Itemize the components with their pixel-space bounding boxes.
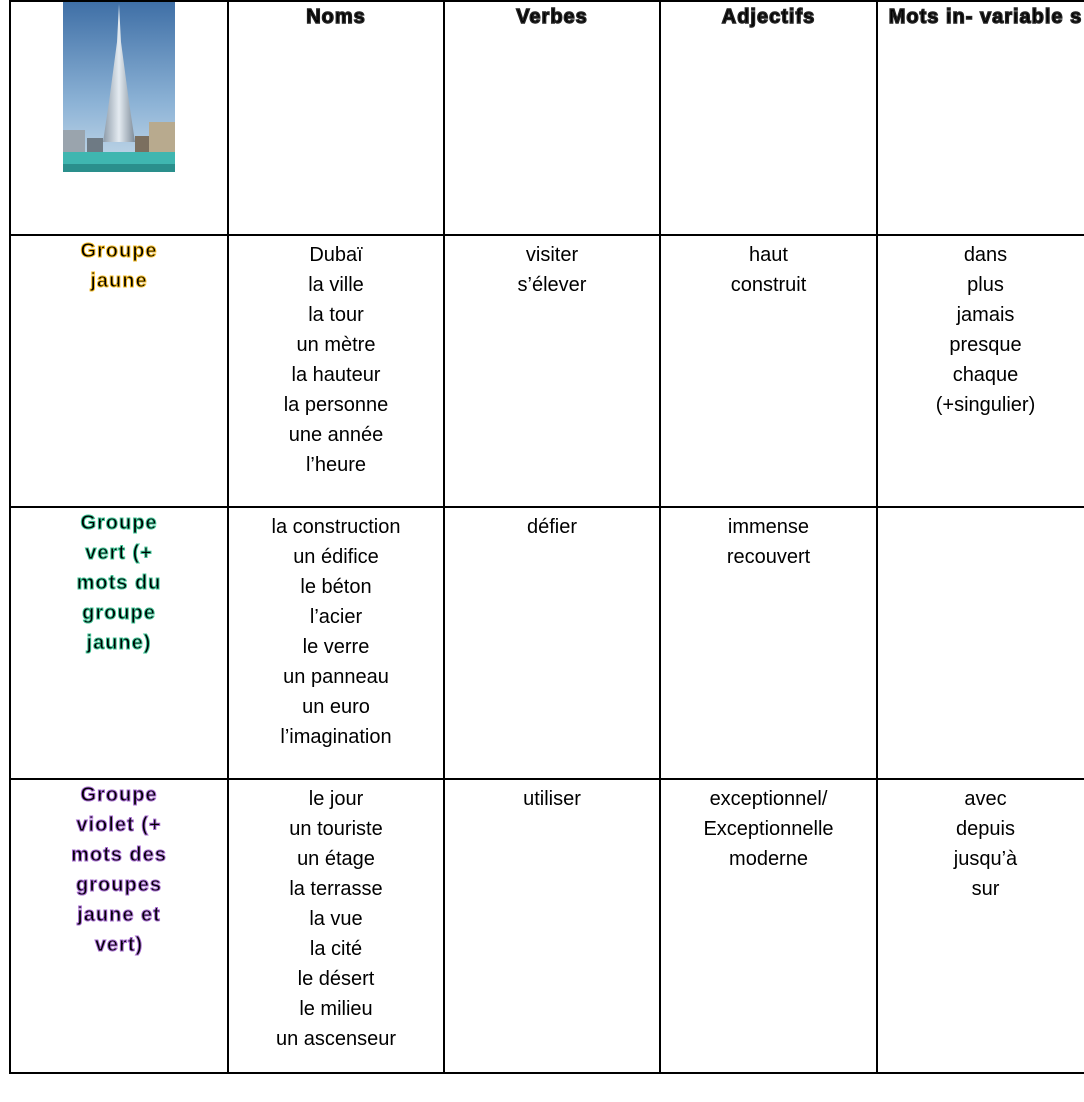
word-entry: la personne — [283, 394, 389, 416]
word-entry: Exceptionnelle — [703, 818, 834, 840]
word-entry: la construction — [271, 516, 401, 538]
cell-adjectifs — [660, 779, 877, 1073]
column-header-verbes: Verbes — [444, 1, 660, 235]
cell-invariables — [877, 235, 1084, 507]
word-entry: la ville — [308, 274, 364, 296]
word-entry: défier — [526, 516, 578, 538]
cell-noms — [228, 507, 444, 779]
word-entry: presque — [949, 334, 1022, 356]
word-entry: une année — [288, 424, 384, 446]
vocabulary-table — [9, 0, 1084, 1074]
group-label-line: jaune) — [86, 632, 152, 654]
word-entry: l’acier — [309, 606, 363, 628]
group-label-line: groupe — [82, 602, 156, 624]
cell-verbes — [444, 779, 660, 1073]
word-entry: l’heure — [305, 454, 367, 476]
group-label-line: mots des — [71, 844, 167, 866]
word-entry: jusqu’à — [953, 848, 1018, 870]
group-label-line: groupes — [76, 874, 162, 896]
word-entry: un édifice — [293, 546, 379, 568]
word-entry: l’imagination — [280, 726, 392, 748]
word-entry: depuis — [956, 818, 1015, 840]
header-line: s — [1070, 6, 1083, 28]
word-entry: Dubaï — [309, 244, 363, 266]
word-entry: la terrasse — [289, 878, 383, 900]
word-entry: exceptionnel/ — [709, 788, 828, 810]
word-entry: dans — [963, 244, 1008, 266]
word-entry: le verre — [302, 636, 370, 658]
word-entry: utiliser — [523, 788, 581, 810]
row-groupe-vert — [10, 507, 1084, 779]
cell-invariables — [877, 507, 1084, 779]
cell-adjectifs — [660, 235, 877, 507]
group-label-line: vert) — [94, 934, 144, 956]
column-header-mots-invariables — [877, 1, 1084, 235]
cell-verbes — [444, 235, 660, 507]
word-entry: moderne — [729, 848, 808, 870]
word-entry: avec — [964, 788, 1007, 810]
cell-verbes — [444, 507, 660, 779]
column-header-noms: Noms — [228, 1, 444, 235]
group-label-vert — [10, 507, 228, 779]
group-label-line: Groupe — [80, 512, 158, 534]
group-label-line: Groupe — [80, 240, 158, 262]
word-entry: un ascenseur — [275, 1028, 397, 1050]
word-entry: plus — [967, 274, 1004, 296]
header-row — [10, 1, 1084, 235]
word-entry: sur — [971, 878, 1000, 900]
group-label-line: mots du — [76, 572, 162, 594]
word-entry: (+singulier) — [935, 394, 1036, 416]
word-entry: le milieu — [299, 998, 373, 1020]
cell-adjectifs — [660, 507, 877, 779]
word-entry: recouvert — [726, 546, 811, 568]
word-entry: la cité — [309, 938, 363, 960]
group-label-jaune — [10, 235, 228, 507]
word-entry: le béton — [300, 576, 372, 598]
header-line: variable — [979, 6, 1064, 28]
word-entry: visiter — [525, 244, 579, 266]
word-entry: le désert — [297, 968, 375, 990]
word-entry: haut — [749, 244, 788, 266]
word-entry: construit — [730, 274, 807, 296]
group-label-line: jaune — [90, 270, 148, 292]
group-label-line: jaune et — [77, 904, 161, 926]
word-entry: un euro — [302, 696, 370, 718]
group-label-violet — [10, 779, 228, 1073]
word-entry: le jour — [308, 788, 364, 810]
word-entry: un mètre — [296, 334, 376, 356]
burj-khalifa-photo — [63, 2, 175, 172]
word-entry: jamais — [956, 304, 1015, 326]
cell-invariables — [877, 779, 1084, 1073]
word-entry: la tour — [308, 304, 364, 326]
word-entry: immense — [727, 516, 810, 538]
word-entry: la vue — [309, 908, 363, 930]
group-label-line: vert (+ — [85, 542, 153, 564]
word-entry: un panneau — [283, 666, 389, 688]
cell-noms — [228, 779, 444, 1073]
row-groupe-jaune — [10, 235, 1084, 507]
group-label-line: Groupe — [80, 784, 158, 806]
word-entry: un étage — [297, 848, 375, 870]
row-groupe-violet — [10, 779, 1084, 1073]
word-entry: s’élever — [517, 274, 587, 296]
word-entry: un touriste — [289, 818, 383, 840]
header-line: Mots in- — [888, 6, 974, 28]
photo-cell — [10, 1, 228, 235]
word-entry: chaque — [952, 364, 1019, 386]
group-label-line: violet (+ — [76, 814, 162, 836]
cell-noms — [228, 235, 444, 507]
word-entry: la hauteur — [291, 364, 381, 386]
column-header-adjectifs: Adjectifs — [660, 1, 877, 235]
